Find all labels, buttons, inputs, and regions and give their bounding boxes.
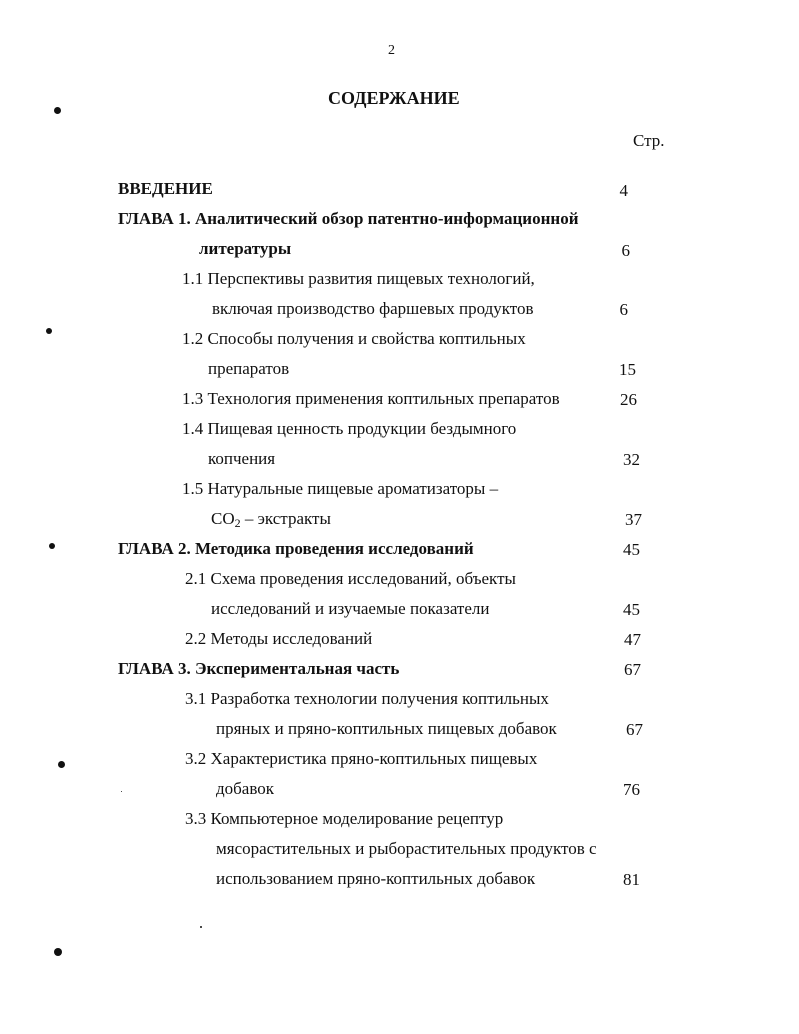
co2-subscript: 2 [234, 516, 241, 530]
toc-3-3-line2: мясорастительных и рыборастительных продуктов с [216, 839, 597, 858]
toc-1-2-page: 15 [619, 360, 636, 379]
toc-ch1-title-line2: литературы [199, 239, 292, 258]
toc-3-1-line1: 3.1 Разработка технологии получения коптильных [185, 689, 549, 708]
toc-3-3-page: 81 [623, 870, 640, 889]
page-column-label: Стр. [633, 131, 665, 150]
page-title: СОДЕРЖАНИЕ [328, 88, 460, 108]
toc-2-1-line2: исследований и изучаемые показатели [211, 599, 490, 618]
toc-3-1-page: 67 [626, 720, 643, 739]
toc-ch2-page: 45 [623, 540, 640, 559]
toc-1-5-line1: 1.5 Натуральные пищевые ароматизаторы – [182, 479, 499, 498]
co2-formula: CO [211, 509, 235, 528]
toc-1-3-page: 26 [620, 390, 637, 409]
toc-1-1-line2: включая производство фаршевых продуктов [212, 299, 534, 318]
scan-mark [54, 948, 62, 956]
toc-1-4-page: 32 [623, 450, 640, 469]
toc-ch3-title: ГЛАВА 3. Экспериментальная часть [118, 659, 400, 678]
toc-2-2-page: 47 [624, 630, 641, 649]
toc-1-1-line1: 1.1 Перспективы развития пищевых технологий, [182, 269, 535, 288]
toc-ch1-page: 6 [621, 241, 630, 260]
scan-mark [46, 328, 52, 334]
toc-intro-page: 4 [619, 181, 628, 200]
toc-1-2-line1: 1.2 Способы получения и свойства коптильных [182, 329, 526, 348]
toc-1-5-line2-tail: – экстракты [240, 509, 331, 528]
toc-1-1-page: 6 [619, 300, 628, 319]
scan-mark [49, 543, 55, 549]
scan-speck [121, 791, 122, 792]
toc-3-2-page: 76 [623, 780, 640, 799]
page-number: 2 [388, 43, 395, 58]
toc-2-2-line1: 2.2 Методы исследований [185, 629, 373, 648]
toc-ch2-title: ГЛАВА 2. Методика проведения исследований [118, 539, 474, 558]
toc-intro-label: ВВЕДЕНИЕ [118, 179, 213, 198]
toc-3-2-line1: 3.2 Характеристика пряно-коптильных пищевых [185, 749, 538, 768]
toc-2-1-line1: 2.1 Схема проведения исследований, объекты [185, 569, 516, 588]
toc-3-3-line1: 3.3 Компьютерное моделирование рецептур [185, 809, 504, 828]
toc-ch1-title-line1: ГЛАВА 1. Аналитический обзор патентно-информационной [118, 209, 579, 228]
toc-1-5-line2 [211, 509, 331, 529]
toc-1-4-line2: копчения [208, 449, 276, 468]
toc-1-2-line2: препаратов [208, 359, 290, 378]
toc-1-4-line1: 1.4 Пищевая ценность продукции бездымного [182, 419, 517, 438]
toc-3-2-line2: добавок [216, 779, 275, 798]
toc-2-1-page: 45 [623, 600, 640, 619]
toc-3-3-line3: использованием пряно-коптильных добавок [216, 869, 536, 888]
toc-1-3-line1: 1.3 Технология применения коптильных препаратов [182, 389, 560, 408]
toc-3-1-line2: пряных и пряно-коптильных пищевых добавок [216, 719, 557, 738]
scan-mark [54, 107, 61, 114]
scan-speck [200, 926, 202, 928]
toc-1-5-page: 37 [625, 510, 642, 529]
scan-mark [58, 761, 65, 768]
toc-ch3-page: 67 [624, 660, 641, 679]
